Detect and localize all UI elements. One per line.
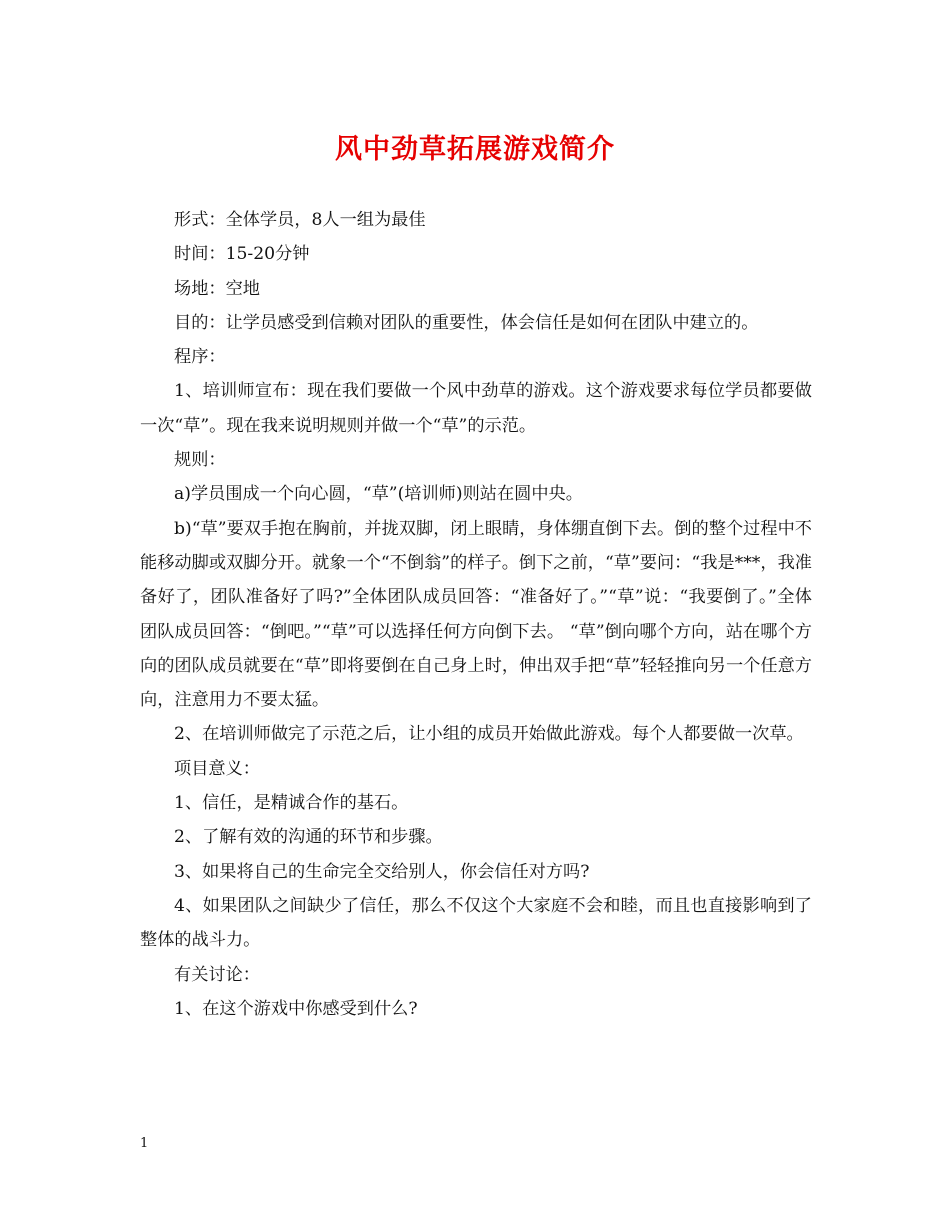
paragraph-procedure-step-2: 2、在培训师做完了示范之后，让小组的成员开始做此游戏。每个人都要做一次草。 — [174, 724, 804, 745]
paragraph-rule-b: b)“草”要双手抱在胸前，并拢双脚，闭上眼睛，身体绷直倒下去。倒的整个过程中不能移动脚或双脚分开。就象一个“不倒翁”的样子。倒下之前，“草”要问：“我是***，我准备好了，团队准备好了吗?”全体团队成员回答：“准备好了。”“草”说：“我要倒了。”全体团队成员回答：“倒吧。”“草”可以选择任何方向倒下去。 “草”倒向哪个方向，站在哪个方向的团队成员就要在“草”即将要倒在自己身上时，伸出双手把“草”轻轻推向另一个任意方向，注意用力不要太猛。 — [140, 518, 812, 711]
document-title: 风中劲草拓展游戏简介 — [335, 134, 615, 165]
paragraph-procedure-heading: 程序： — [174, 347, 226, 368]
paragraph-discussion-1: 1、在这个游戏中你感受到什么? — [174, 998, 418, 1019]
paragraph-significance-heading: 项目意义： — [174, 758, 260, 779]
paragraph-discussion-heading: 有关讨论： — [174, 964, 260, 985]
paragraph-significance-1: 1、信任，是精诚合作的基石。 — [174, 793, 409, 814]
paragraph-time: 时间：15-20分钟 — [174, 244, 310, 265]
paragraph-procedure-step-1: 1、培训师宣布：现在我们要做一个风中劲草的游戏。这个游戏要求每位学员都要做一次“草”。现在我来说明规则并做一个“草”的示范。 — [140, 381, 812, 436]
paragraph-format: 形式：全体学员，8人一组为最佳 — [174, 210, 426, 230]
paragraph-rule-a: a)学员围成一个向心圆，“草”(培训师)则站在圆中央。 — [174, 484, 583, 505]
paragraph-purpose: 目的：让学员感受到信赖对团队的重要性，体会信任是如何在团队中建立的。 — [174, 312, 759, 333]
page-number: 1 — [140, 1136, 149, 1151]
paragraph-venue: 场地：空地 — [174, 278, 260, 299]
paragraph-significance-2: 2、了解有效的沟通的环节和步骤。 — [174, 827, 443, 848]
paragraph-significance-3: 3、如果将自己的生命完全交给别人，你会信任对方吗? — [174, 861, 590, 882]
document-body — [140, 203, 812, 1026]
paragraph-significance-4: 4、如果团队之间缺少了信任，那么不仅这个大家庭不会和睦，而且也直接影响到了整体的战斗力。 — [140, 895, 812, 951]
paragraph-rules-heading: 规则： — [174, 450, 226, 471]
